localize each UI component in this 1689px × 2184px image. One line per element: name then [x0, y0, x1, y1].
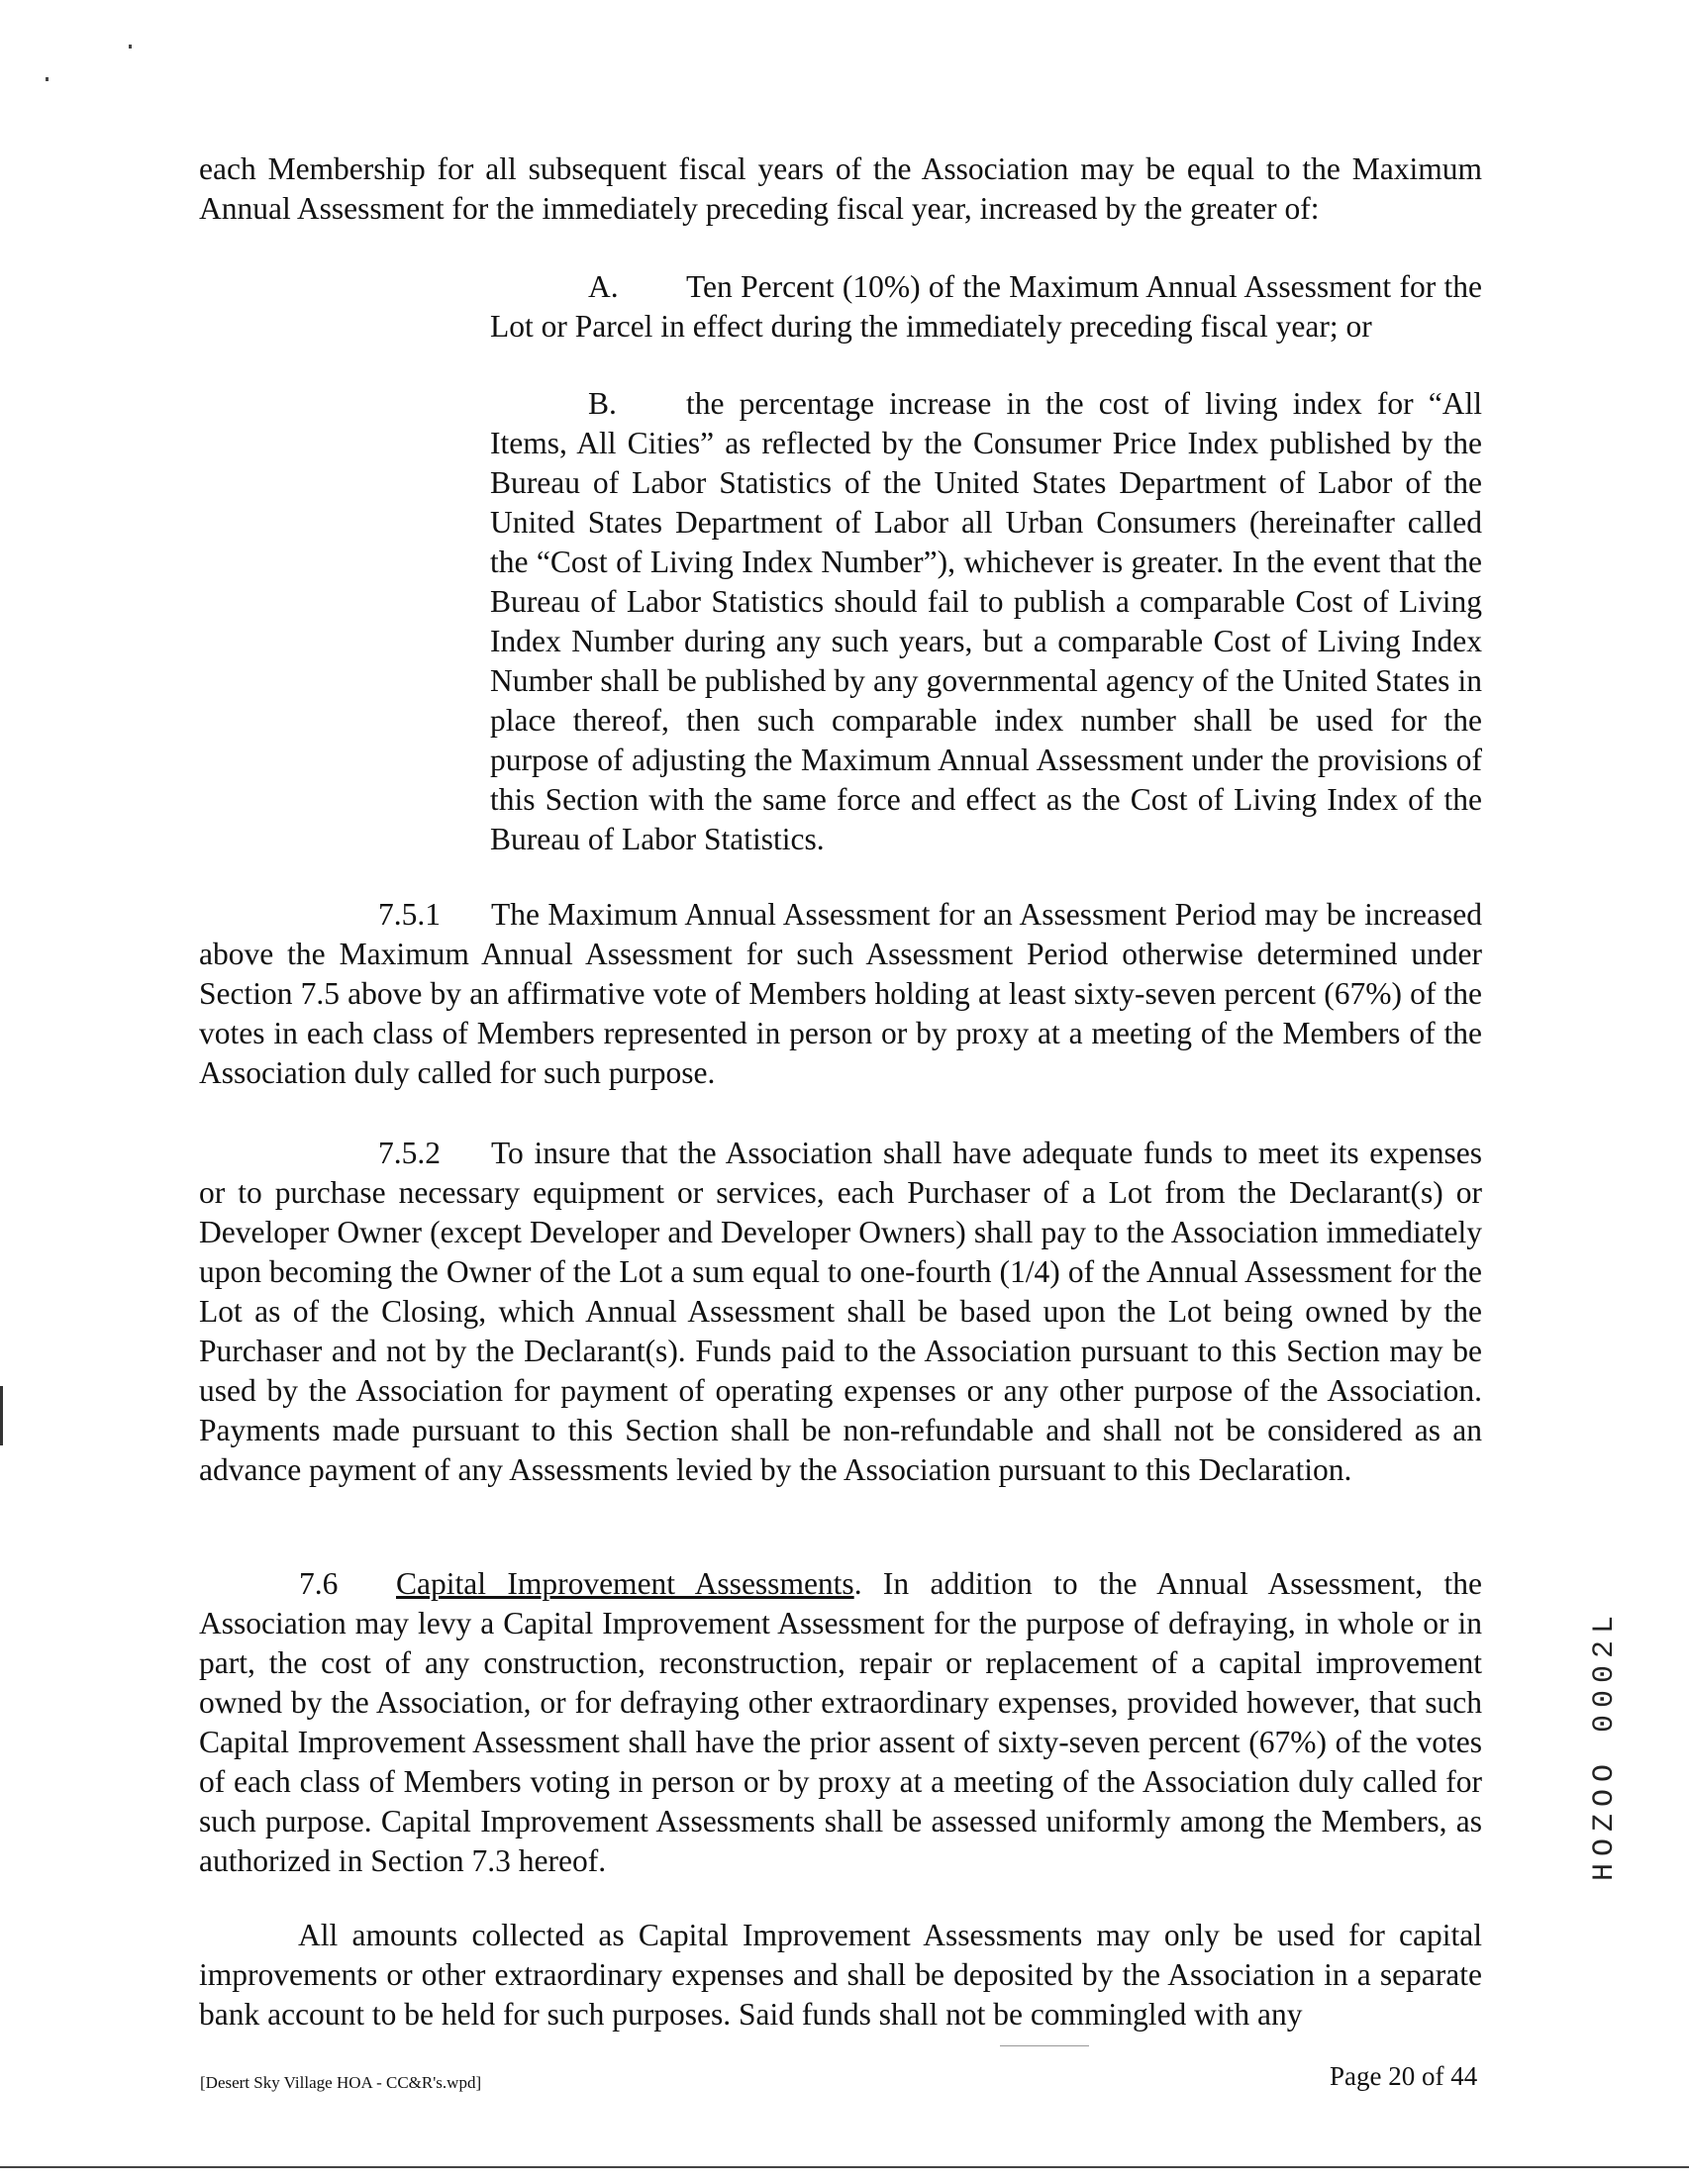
item-a-text: Ten Percent (10%) of the Maximum Annual Assessment for the Lot or Parcel in effect during the immediately preceding fiscal year; or	[490, 269, 1482, 344]
scan-speck	[129, 45, 132, 49]
item-b-text: the percentage increase in the cost of living index for “All Items, All Cities” as reflected by the Consumer Price Index published by the Bureau of Labor Statistics of the United States Department of Labor of the United States Department of Labor all Urban Consumers (hereinafter called the “Cost of Living Index Number”), whichever is greater. In the event that the Bureau of Labor Statistics should fail to publish a comparable Cost of Living Index Number during any such years, but a comparable Cost of Living Index Number shall be published by any governmental agency of the United States in place thereof, then such comparable index number shall be used for the purpose of adjusting the Maximum Annual Assessment under the provisions of this Section with the same force and effect as the Cost of Living Index of the Bureau of Labor Statistics.	[490, 386, 1482, 856]
intro-paragraph: each Membership for all subsequent fiscal years of the Association may be equal to the Maximum Annual Assessment for the immediately preceding fiscal year, increased by the greater of:	[199, 151, 1482, 226]
footer-page-number: Page 20 of 44	[1330, 2061, 1478, 2091]
item-b-paragraph	[490, 384, 1482, 859]
section-7-5-1-paragraph	[199, 895, 1482, 1093]
section-7-5-2-paragraph	[199, 1134, 1482, 1490]
closing-paragraph: All amounts collected as Capital Improvement Assessments may only be used for capital improvements or other extraordinary expenses and shall be deposited by the Association in a separate bank account to be held for such purposes. Said funds shall not be commingled with any	[199, 1918, 1482, 2032]
footer-divider	[1000, 2045, 1089, 2046]
section-7-5-2-text: To insure that the Association shall have adequate funds to meet its expenses or to purchase necessary equipment or services, each Purchaser of a Lot from the Declarant(s) or Developer Owner (except Developer and Developer Owners) shall pay to the Association immediately upon becoming the Owner of the Lot a sum equal to one-fourth (1/4) of the Annual Assessment for the Lot as of the Closing, which Annual Assessment shall be based upon the Lot being owned by the Purchaser and not by the Declarant(s). Funds paid to the Association pursuant to this Section may be used by the Association for payment of operating expenses or any other purpose of the Association. Payments made pursuant to this Section shall be non-refundable and shall not be considered as an advance payment of any Assessments levied by the Association pursuant to this Declaration.	[199, 1136, 1482, 1487]
section-7-5-1-number: 7.5.1	[378, 897, 441, 932]
scan-bottom-edge	[0, 2166, 1689, 2168]
footer-filename: [Desert Sky Village HOA - CC&R's.wpd]	[200, 2073, 482, 2092]
item-a-paragraph	[490, 267, 1482, 347]
section-7-6-paragraph	[199, 1564, 1482, 1881]
section-7-6-number: 7.6	[299, 1566, 339, 1601]
item-a-label: A.	[588, 269, 619, 304]
scan-speck	[46, 77, 49, 81]
scan-edge-mark	[0, 1386, 3, 1445]
section-7-6-heading: Capital Improvement Assessments	[396, 1566, 854, 1601]
item-b-label: B.	[588, 386, 617, 421]
document-stamp: HOZOO 0002L	[1588, 1608, 1622, 1881]
section-7-6-text: . In addition to the Annual Assessment, the Association may levy a Capital Improvement Assessment for the purpose of defraying, in whole or in part, the cost of any construction, reconstruction, repair or replacement of a capital improvement owned by the Association, or for defraying other extraordinary expenses, provided however, that such Capital Improvement Assessment shall have the prior assent of sixty-seven percent (67%) of the votes of each class of Members voting in person or by proxy at a meeting of the Association duly called for such purpose. Capital Improvement Assessments shall be assessed uniformly among the Members, as authorized in Section 7.3 hereof.	[199, 1566, 1482, 1878]
section-7-5-1-text: The Maximum Annual Assessment for an Assessment Period may be increased above the Maximum Annual Assessment for such Assessment Period otherwise determined under Section 7.5 above by an affirmative vote of Members holding at least sixty-seven percent (67%) of the votes in each class of Members represented in person or by proxy at a meeting of the Members of the Association duly called for such purpose.	[199, 897, 1482, 1090]
section-7-5-2-number: 7.5.2	[378, 1136, 441, 1170]
